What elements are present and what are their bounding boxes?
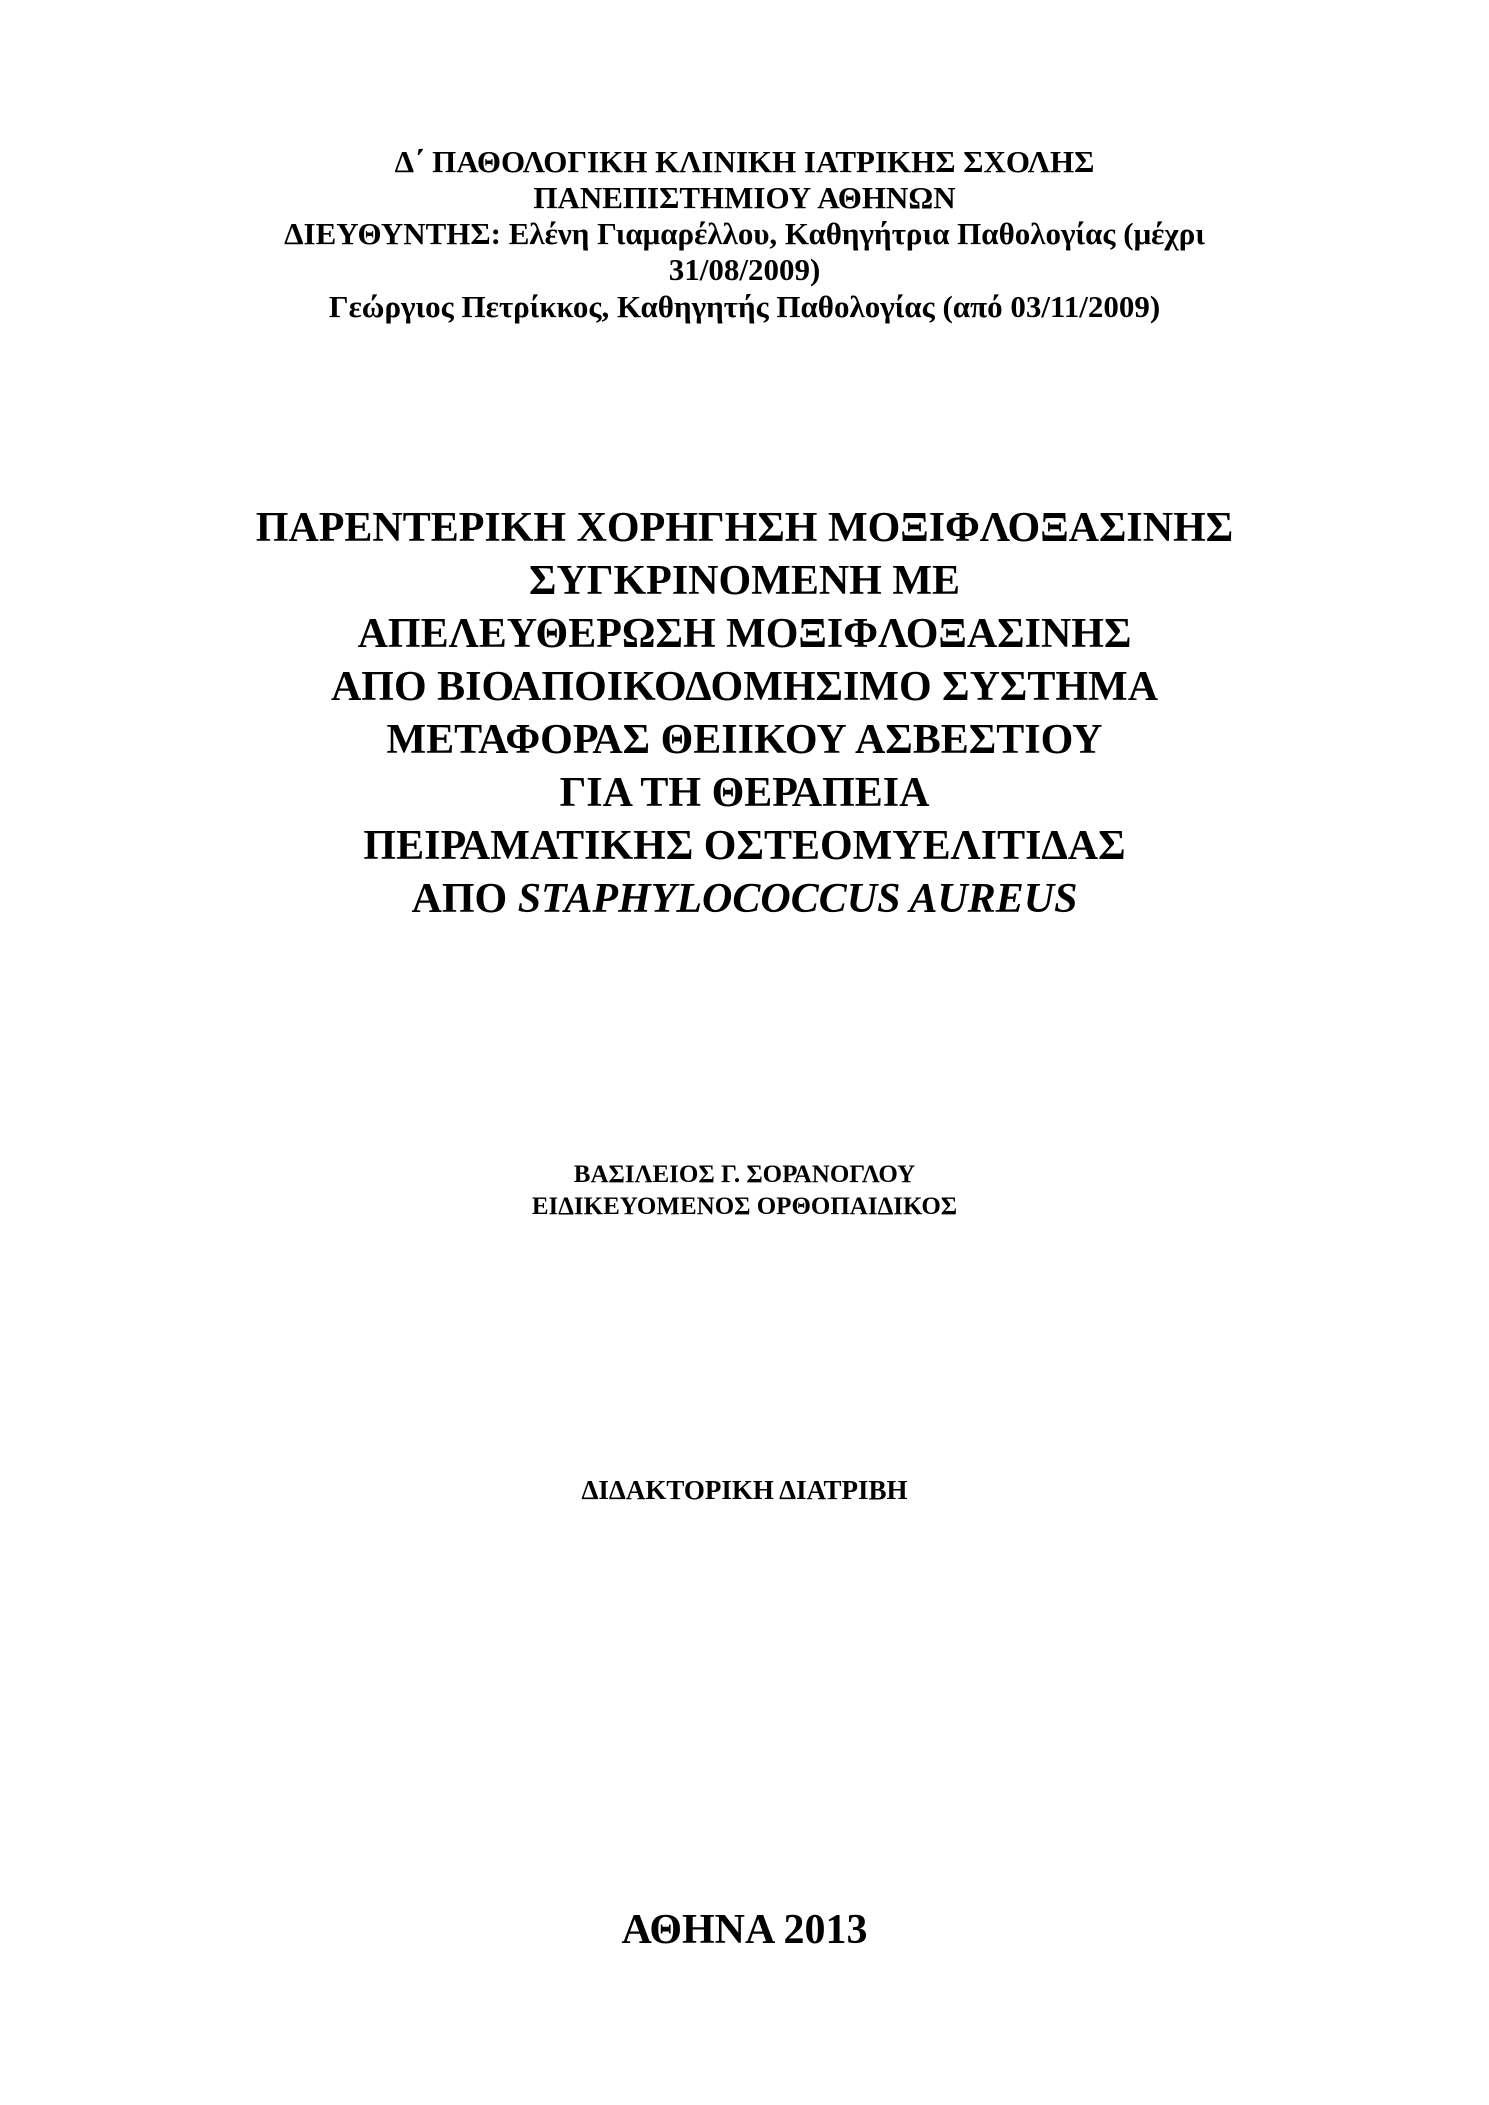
author-role: ΕΙΔΙΚΕΥΟΜΕΝΟΣ ΟΡΘΟΠΑΙΔΙΚΟΣ xyxy=(531,1193,958,1220)
title-line-8 xyxy=(0,875,1489,923)
title-line-2: ΣΥΓΚΡΙΝΟΜΕΝΗ ΜΕ xyxy=(529,558,960,604)
header-director: ΔΙΕΥΘΥΝΤΗΣ: Ελένη Γιαμαρέλλου, Καθηγήτρια Παθολογίας (μέχρι xyxy=(284,216,1205,251)
title-line-4: ΑΠΟ ΒΙΟΑΠΟΙΚΟΔΟΜΗΣΙΜΟ ΣΥΣΤΗΜΑ xyxy=(330,664,1159,710)
header-university: ΠΑΝΕΠΙΣΤΗΜΙΟΥ ΑΘΗΝΩΝ xyxy=(533,180,956,215)
title-line-8-prefix: ΑΠΟ xyxy=(411,876,518,922)
title-line-3: ΑΠΕΛΕΥΘΕΡΩΣΗ ΜΟΞΙΦΛΟΞΑΣΙΝΗΣ xyxy=(357,611,1132,657)
place-year: ΑΘΗΝΑ 2013 xyxy=(621,1907,868,1953)
title-line-1: ΠΑΡΕΝΤΕΡΙΚΗ ΧΟΡΗΓΗΣΗ ΜΟΞΙΦΛΟΞΑΣΙΝΗΣ xyxy=(255,505,1234,551)
title-line-7: ΠΕΙΡΑΜΑΤΙΚΗΣ ΟΣΤΕΟΜΥΕΛΙΤΙΔΑΣ xyxy=(363,823,1126,869)
header-clinic: Δ΄ ΠΑΘΟΛΟΓΙΚΗ ΚΛΙΝΙΚΗ ΙΑΤΡΙΚΗΣ ΣΧΟΛΗΣ xyxy=(394,144,1095,179)
degree-label: ΔΙΔΑΚΤΟΡΙΚΗ ΔΙΑΤΡΙΒΗ xyxy=(581,1475,908,1505)
header-director-date: 31/08/2009) xyxy=(668,252,821,287)
title-line-6: ΓΙΑ ΤΗ ΘΕΡΑΠΕΙΑ xyxy=(559,770,930,816)
header-director-2: Γεώργιος Πετρίκκος, Καθηγητής Παθολογίας (από 03/11/2009) xyxy=(328,289,1161,324)
title-organism: STAPHYLOCOCCUS AUREUS xyxy=(517,876,1078,922)
author-name: ΒΑΣΙΛΕΙΟΣ Γ. ΣΟΡΑΝΟΓΛΟΥ xyxy=(573,1161,916,1188)
title-line-5: ΜΕΤΑΦΟΡΑΣ ΘΕΙΙΚΟΥ ΑΣΒΕΣΤΙΟΥ xyxy=(386,717,1103,763)
